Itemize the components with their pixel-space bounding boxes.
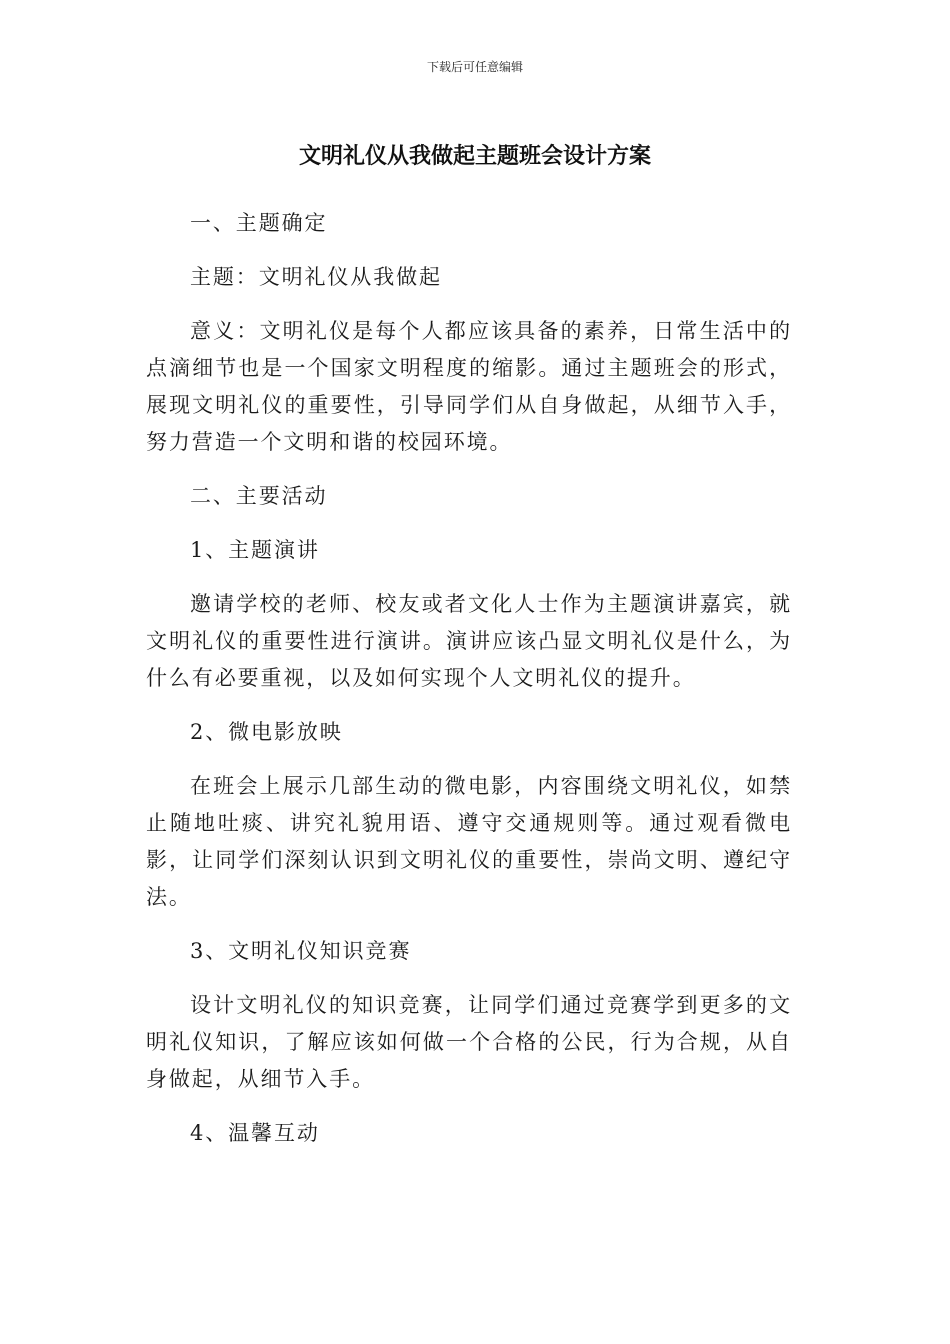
activity-heading-speech: 1、主题演讲: [190, 538, 320, 562]
quiz-paragraph: 设计文明礼仪的知识竞赛，让同学们通过竞赛学到更多的文明礼仪知识，了解应该如何做一个合格的公民，行为合规，从自身做起，从细节入手。: [146, 993, 792, 1091]
speech-paragraph: 邀请学校的老师、校友或者文化人士作为主题演讲嘉宾，就文明礼仪的重要性进行演讲。演讲应该凸显文明礼仪是什么，为什么有必要重视，以及如何实现个人文明礼仪的提升。: [146, 592, 792, 690]
activity-heading-interaction: 4、温馨互动: [190, 1121, 320, 1145]
meaning-paragraph: 意义：文明礼仪是每个人都应该具备的素养，日常生活中的点滴细节也是一个国家文明程度的缩影。通过主题班会的形式，展现文明礼仪的重要性，引导同学们从自身做起，从细节入手，努力营造一个文明和谐的校园环境。: [146, 319, 792, 454]
document-title: 文明礼仪从我做起主题班会设计方案: [298, 144, 651, 169]
header-note: 下载后可任意编辑: [426, 60, 523, 74]
section-heading-topic: 一、主题确定: [190, 211, 328, 235]
document-body: [146, 205, 792, 1152]
activity-heading-film: 2、微电影放映: [190, 720, 343, 744]
section-heading-activities: 二、主要活动: [190, 484, 328, 508]
activity-heading-quiz: 3、文明礼仪知识竞赛: [190, 939, 412, 963]
film-paragraph: 在班会上展示几部生动的微电影，内容围绕文明礼仪，如禁止随地吐痰、讲究礼貌用语、遵守交通规则等。通过观看微电影，让同学们深刻认识到文明礼仪的重要性，崇尚文明、遵纪守法。: [146, 774, 792, 909]
topic-line: 主题：文明礼仪从我做起: [190, 265, 442, 289]
